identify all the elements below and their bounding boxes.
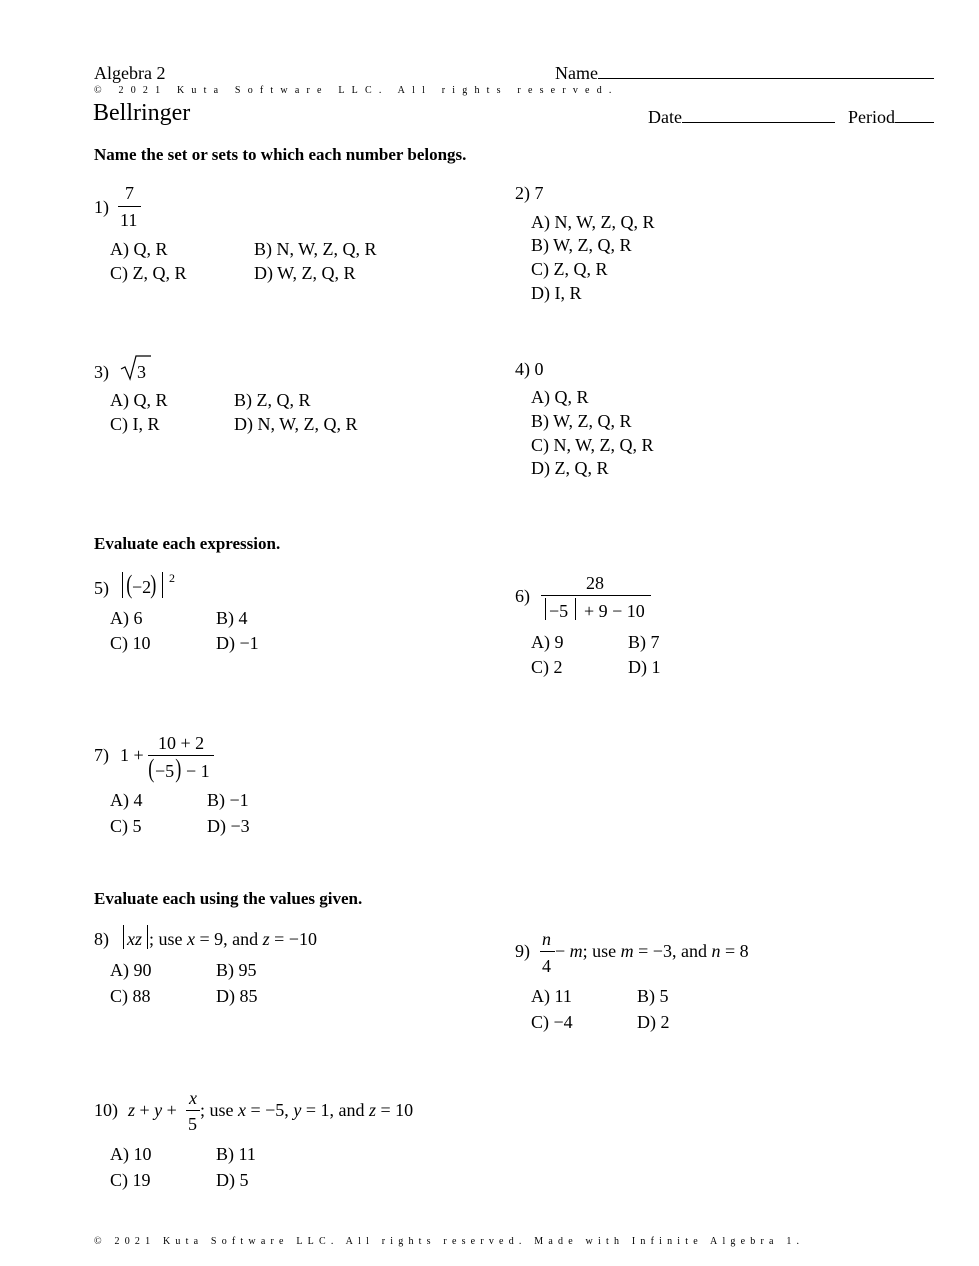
problem-number: 9) xyxy=(515,941,530,961)
paren-close: ) xyxy=(150,570,157,599)
problem-number: 8) xyxy=(94,929,109,949)
choice-b[interactable]: B) −1 xyxy=(207,790,249,810)
problem-number: 10) xyxy=(94,1100,118,1120)
choice-a[interactable]: A) N, W, Z, Q, R xyxy=(531,212,655,232)
choice-b[interactable]: B) Z, Q, R xyxy=(234,390,311,410)
abs-bar-left xyxy=(122,572,123,598)
exponent: 2 xyxy=(169,571,175,585)
radicand: 3 xyxy=(137,362,146,382)
paren-content: −5 xyxy=(155,761,175,781)
date-label: Date xyxy=(648,107,682,127)
choice-b[interactable]: B) W, Z, Q, R xyxy=(531,235,632,255)
choice-c[interactable]: C) Z, Q, R xyxy=(110,263,187,283)
choice-c[interactable]: C) 2 xyxy=(531,657,563,677)
abs-content: −2 xyxy=(132,577,152,597)
choice-a[interactable]: A) Q, R xyxy=(531,387,589,407)
problem-number: 4) 0 xyxy=(515,359,544,379)
fraction-numerator: 7 xyxy=(125,183,134,203)
abs-bar-left xyxy=(545,598,546,620)
name-label: Name xyxy=(555,63,598,83)
section-heading-sets: Name the set or sets to which each number belongs. xyxy=(94,145,467,164)
paren-open: ( xyxy=(126,570,133,599)
abs-content: xz xyxy=(127,929,142,949)
expression-text: − m; use m = −3, and n = 8 xyxy=(555,941,749,961)
date-field[interactable] xyxy=(648,107,835,128)
choice-c[interactable]: C) Z, Q, R xyxy=(531,259,608,279)
choice-a[interactable]: A) Q, R xyxy=(110,239,168,259)
choice-a[interactable]: A) 9 xyxy=(531,632,564,652)
fraction-denominator: 11 xyxy=(120,210,138,230)
abs-bar-right xyxy=(147,925,148,949)
problem-number: 2) 7 xyxy=(515,183,544,203)
fraction-numerator: x xyxy=(189,1088,197,1108)
fraction-bar xyxy=(540,951,555,952)
choice-c[interactable]: C) I, R xyxy=(110,414,160,434)
choice-a[interactable]: A) 90 xyxy=(110,960,152,980)
choice-b[interactable]: B) 4 xyxy=(216,608,248,628)
fraction-denominator: 4 xyxy=(542,956,551,976)
name-field[interactable] xyxy=(555,63,934,84)
choice-d[interactable]: D) −1 xyxy=(216,633,259,653)
page-title: Bellringer xyxy=(93,100,191,126)
choice-a[interactable]: A) 4 xyxy=(110,790,143,810)
choice-b[interactable]: B) W, Z, Q, R xyxy=(531,411,632,431)
period-label: Period xyxy=(848,107,895,127)
fraction-denominator: 5 xyxy=(188,1114,197,1134)
problem-number: 7) xyxy=(94,745,109,765)
fraction-numerator: 10 + 2 xyxy=(158,733,205,753)
paren-close: ) xyxy=(175,754,182,783)
name-line[interactable] xyxy=(598,77,934,79)
choice-d[interactable]: D) 2 xyxy=(637,1012,670,1032)
fraction-bar xyxy=(118,206,141,207)
section-heading-values: Evaluate each using the values given. xyxy=(94,889,363,908)
choice-b[interactable]: B) 11 xyxy=(216,1144,256,1164)
denominator-rest: + 9 − 10 xyxy=(584,601,645,621)
footer-copyright: © 2021 Kuta Software LLC. All rights reserved. Made with Infinite Algebra 1. xyxy=(94,1236,805,1247)
date-line[interactable] xyxy=(682,121,835,123)
choice-d[interactable]: D) 1 xyxy=(628,657,661,677)
period-field[interactable] xyxy=(848,107,934,128)
paren-open: ( xyxy=(148,754,155,783)
section-heading-evaluate: Evaluate each expression. xyxy=(94,534,281,553)
expression-lead: 1 + xyxy=(120,745,144,765)
problem-number: 5) xyxy=(94,578,109,598)
course-name: Algebra 2 xyxy=(94,63,166,83)
expression-text: ; use x = −5, y = 1, and z = 10 xyxy=(200,1100,414,1120)
choice-a[interactable]: A) 10 xyxy=(110,1144,152,1164)
choice-c[interactable]: C) −4 xyxy=(531,1012,573,1032)
denominator-rest: − 1 xyxy=(186,761,210,781)
choice-c[interactable]: C) 5 xyxy=(110,816,142,836)
fraction-numerator: 28 xyxy=(586,573,604,593)
fraction-numerator: n xyxy=(542,929,551,949)
choice-b[interactable]: B) 7 xyxy=(628,632,660,652)
choice-d[interactable]: D) N, W, Z, Q, R xyxy=(234,414,358,434)
expression: 7 xyxy=(534,183,544,203)
choice-c[interactable]: C) N, W, Z, Q, R xyxy=(531,435,654,455)
choice-c[interactable]: C) 10 xyxy=(110,633,151,653)
choice-d[interactable]: D) 85 xyxy=(216,986,258,1006)
abs-bar-left xyxy=(123,925,124,949)
expression-lead: z + y + xyxy=(128,1100,177,1120)
choice-b[interactable]: B) 5 xyxy=(637,986,669,1006)
problem-number: 1) xyxy=(94,197,109,217)
choice-a[interactable]: A) Q, R xyxy=(110,390,168,410)
period-line[interactable] xyxy=(895,121,934,123)
abs-content: −5 xyxy=(549,601,569,621)
fraction-bar xyxy=(186,1110,200,1111)
header-copyright: © 2021 Kuta Software LLC. All rights reserved. xyxy=(94,85,619,96)
expression-text: ; use x = 9, and z = −10 xyxy=(149,929,317,949)
choice-d[interactable]: D) −3 xyxy=(207,816,250,836)
choice-c[interactable]: C) 19 xyxy=(110,1170,151,1190)
expression: 0 xyxy=(534,359,544,379)
radical-sign xyxy=(120,354,152,382)
choice-a[interactable]: A) 6 xyxy=(110,608,143,628)
choice-d[interactable]: D) Z, Q, R xyxy=(531,458,609,478)
choice-c[interactable]: C) 88 xyxy=(110,986,151,1006)
choice-b[interactable]: B) 95 xyxy=(216,960,257,980)
choice-d[interactable]: D) W, Z, Q, R xyxy=(254,263,356,283)
abs-bar-right xyxy=(575,598,576,620)
problem-number: 3) xyxy=(94,362,109,382)
fraction-bar xyxy=(541,595,651,596)
abs-bar-right xyxy=(162,572,163,598)
choice-b[interactable]: B) N, W, Z, Q, R xyxy=(254,239,377,259)
choice-d[interactable]: D) 5 xyxy=(216,1170,249,1190)
choice-d[interactable]: D) I, R xyxy=(531,283,582,303)
choice-a[interactable]: A) 11 xyxy=(531,986,572,1006)
problem-number: 6) xyxy=(515,586,530,606)
